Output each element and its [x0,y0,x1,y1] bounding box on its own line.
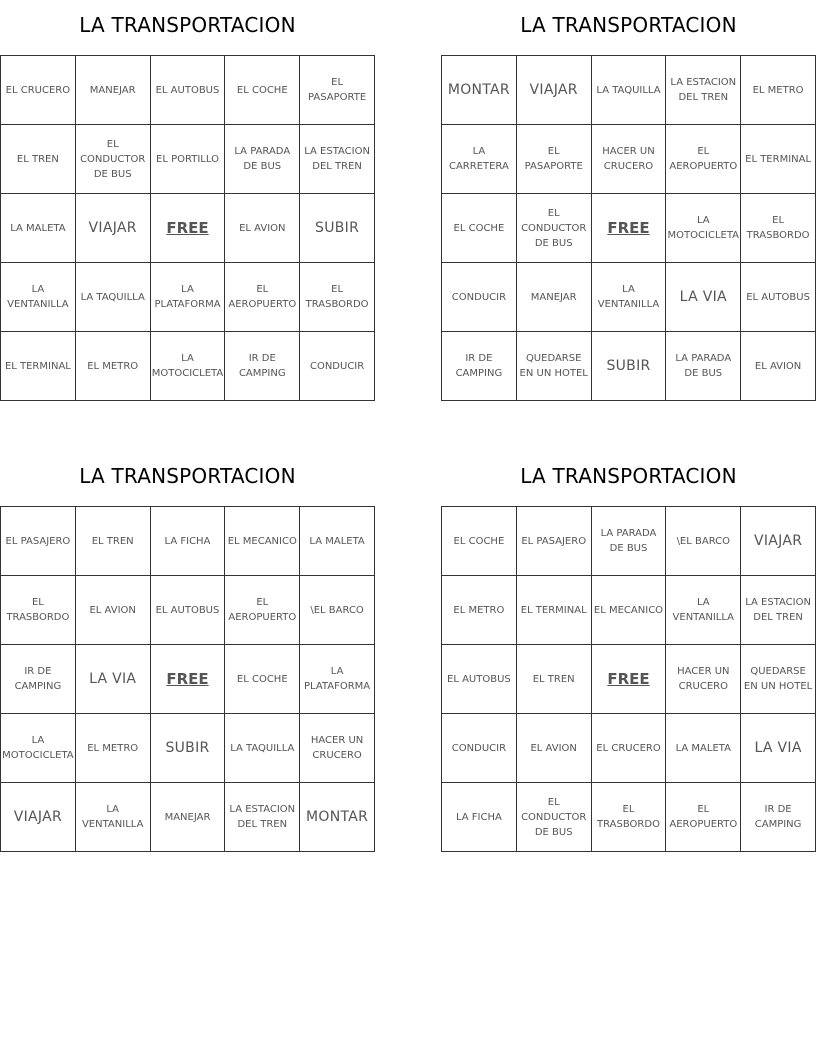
grid-row [442,332,816,401]
bingo-cell: LA ESTACION DEL TREN [300,125,375,194]
free-space-cell: FREE [591,645,666,714]
card-title: LA TRANSPORTACION [520,13,737,37]
grid-row [1,332,375,401]
bingo-cell: EL CONDUCTOR DE BUS [516,194,591,263]
bingo-cell: EL PORTILLO [150,125,225,194]
bingo-cell: EL PASAJERO [516,507,591,576]
bingo-cell: EL AUTOBUS [741,263,816,332]
bingo-cell: LA ESTACION DEL TREN [666,56,741,125]
bingo-cell: MANEJAR [75,56,150,125]
bingo-cell: EL TERMINAL [741,125,816,194]
free-space-cell: FREE [591,194,666,263]
bingo-cell: LA VIA [741,714,816,783]
bingo-cell: HACER UN CRUCERO [666,645,741,714]
bingo-cell: EL METRO [741,56,816,125]
bingo-cell: EL AVION [516,714,591,783]
bingo-cell: MONTAR [300,783,375,852]
bingo-cell: LA VENTANILLA [1,263,76,332]
free-space-cell: FREE [150,645,225,714]
bingo-cell: CONDUCIR [300,332,375,401]
bingo-cell: LA MOTOCICLETA [1,714,76,783]
bingo-cell: EL MECANICO [225,507,300,576]
bingo-cell: EL CRUCERO [591,714,666,783]
bingo-cell: EL TREN [75,507,150,576]
bingo-cell: LA TAQUILLA [75,263,150,332]
bingo-cell: EL METRO [75,332,150,401]
bingo-cell: LA VENTANILLA [666,576,741,645]
bingo-cell: EL METRO [75,714,150,783]
bingo-cell: LA MALETA [300,507,375,576]
bingo-cell: EL CRUCERO [1,56,76,125]
free-space-cell: FREE [150,194,225,263]
bingo-grid [441,506,816,852]
bingo-cell: QUEDARSE EN UN HOTEL [741,645,816,714]
bingo-cell: EL TERMINAL [516,576,591,645]
bingo-cell: EL AVION [225,194,300,263]
bingo-cell: EL AVION [75,576,150,645]
bingo-cell: VIAJAR [741,507,816,576]
bingo-cell: EL MECANICO [591,576,666,645]
grid-row [1,56,375,125]
bingo-grid [0,506,375,852]
bingo-cell: EL TRASBORDO [741,194,816,263]
bingo-cell: IR DE CAMPING [442,332,517,401]
bingo-cell: VIAJAR [1,783,76,852]
bingo-grid [0,55,375,401]
bingo-cell: EL COCHE [442,507,517,576]
bingo-cell: LA ESTACION DEL TREN [741,576,816,645]
bingo-cell: VIAJAR [516,56,591,125]
bingo-cell: IR DE CAMPING [225,332,300,401]
bingo-cell: EL AEROPUERTO [666,783,741,852]
bingo-cell: LA TAQUILLA [225,714,300,783]
grid-row [442,56,816,125]
bingo-cell: MONTAR [442,56,517,125]
card-title: LA TRANSPORTACION [79,464,296,488]
grid-row [1,194,375,263]
bingo-cell: LA MALETA [666,714,741,783]
bingo-cell: LA PLATAFORMA [150,263,225,332]
bingo-cell: MANEJAR [150,783,225,852]
bingo-card-4 [441,451,816,852]
grid-row [1,714,375,783]
bingo-cell: EL AEROPUERTO [225,263,300,332]
grid-row [1,645,375,714]
card-title: LA TRANSPORTACION [520,464,737,488]
bingo-cell: LA FICHA [442,783,517,852]
bingo-cell: VIAJAR [75,194,150,263]
bingo-cell: LA PARADA DE BUS [666,332,741,401]
bingo-cell: EL COCHE [225,645,300,714]
bingo-cell: LA MOTOCICLETA [666,194,741,263]
bingo-cell: EL TRASBORDO [591,783,666,852]
bingo-cell: EL CONDUCTOR DE BUS [516,783,591,852]
bingo-cell: HACER UN CRUCERO [300,714,375,783]
bingo-cell: LA PARADA DE BUS [225,125,300,194]
bingo-cell: EL AUTOBUS [442,645,517,714]
bingo-cell: IR DE CAMPING [1,645,76,714]
bingo-cell: LA ESTACION DEL TREN [225,783,300,852]
bingo-cell: LA VENTANILLA [591,263,666,332]
bingo-cell: IR DE CAMPING [741,783,816,852]
bingo-cell: EL PASAJERO [1,507,76,576]
bingo-card-1 [0,0,375,401]
bingo-cell: SUBIR [591,332,666,401]
bingo-cell: EL PASAPORTE [300,56,375,125]
grid-row [442,507,816,576]
grid-row [1,783,375,852]
bingo-cell: LA PARADA DE BUS [591,507,666,576]
bingo-cell: EL AVION [741,332,816,401]
bingo-cell: EL CONDUCTOR DE BUS [75,125,150,194]
grid-row [442,125,816,194]
grid-row [442,714,816,783]
bingo-cell: EL AEROPUERTO [225,576,300,645]
bingo-cell: LA TAQUILLA [591,56,666,125]
bingo-cell: EL PASAPORTE [516,125,591,194]
grid-row [442,645,816,714]
bingo-cell: CONDUCIR [442,263,517,332]
bingo-cell: \EL BARCO [666,507,741,576]
bingo-grid [441,55,816,401]
bingo-cell: LA PLATAFORMA [300,645,375,714]
bingo-cell: LA VENTANILLA [75,783,150,852]
bingo-cell: EL METRO [442,576,517,645]
bingo-cell: EL TREN [516,645,591,714]
bingo-cell: EL COCHE [442,194,517,263]
grid-row [1,576,375,645]
bingo-cell: EL AUTOBUS [150,56,225,125]
bingo-cell: EL TRASBORDO [1,576,76,645]
card-title: LA TRANSPORTACION [79,13,296,37]
bingo-cell: EL TRASBORDO [300,263,375,332]
bingo-cell: SUBIR [300,194,375,263]
grid-row [1,125,375,194]
bingo-cell: LA FICHA [150,507,225,576]
bingo-cell: \EL BARCO [300,576,375,645]
bingo-cell: EL AEROPUERTO [666,125,741,194]
grid-row [1,263,375,332]
grid-row [1,507,375,576]
bingo-cell: LA MALETA [1,194,76,263]
bingo-cell: LA VIA [666,263,741,332]
grid-row [442,576,816,645]
bingo-card-2 [441,0,816,401]
bingo-cell: EL AUTOBUS [150,576,225,645]
bingo-cell: EL TERMINAL [1,332,76,401]
grid-row [442,783,816,852]
bingo-cell: EL TREN [1,125,76,194]
bingo-cell: QUEDARSE EN UN HOTEL [516,332,591,401]
bingo-cell: LA MOTOCICLETA [150,332,225,401]
grid-row [442,194,816,263]
bingo-cell: LA VIA [75,645,150,714]
bingo-cell: SUBIR [150,714,225,783]
bingo-cell: LA CARRETERA [442,125,517,194]
bingo-cell: CONDUCIR [442,714,517,783]
bingo-cell: MANEJAR [516,263,591,332]
bingo-cell: EL COCHE [225,56,300,125]
bingo-cell: HACER UN CRUCERO [591,125,666,194]
grid-row [442,263,816,332]
bingo-card-3 [0,451,375,852]
